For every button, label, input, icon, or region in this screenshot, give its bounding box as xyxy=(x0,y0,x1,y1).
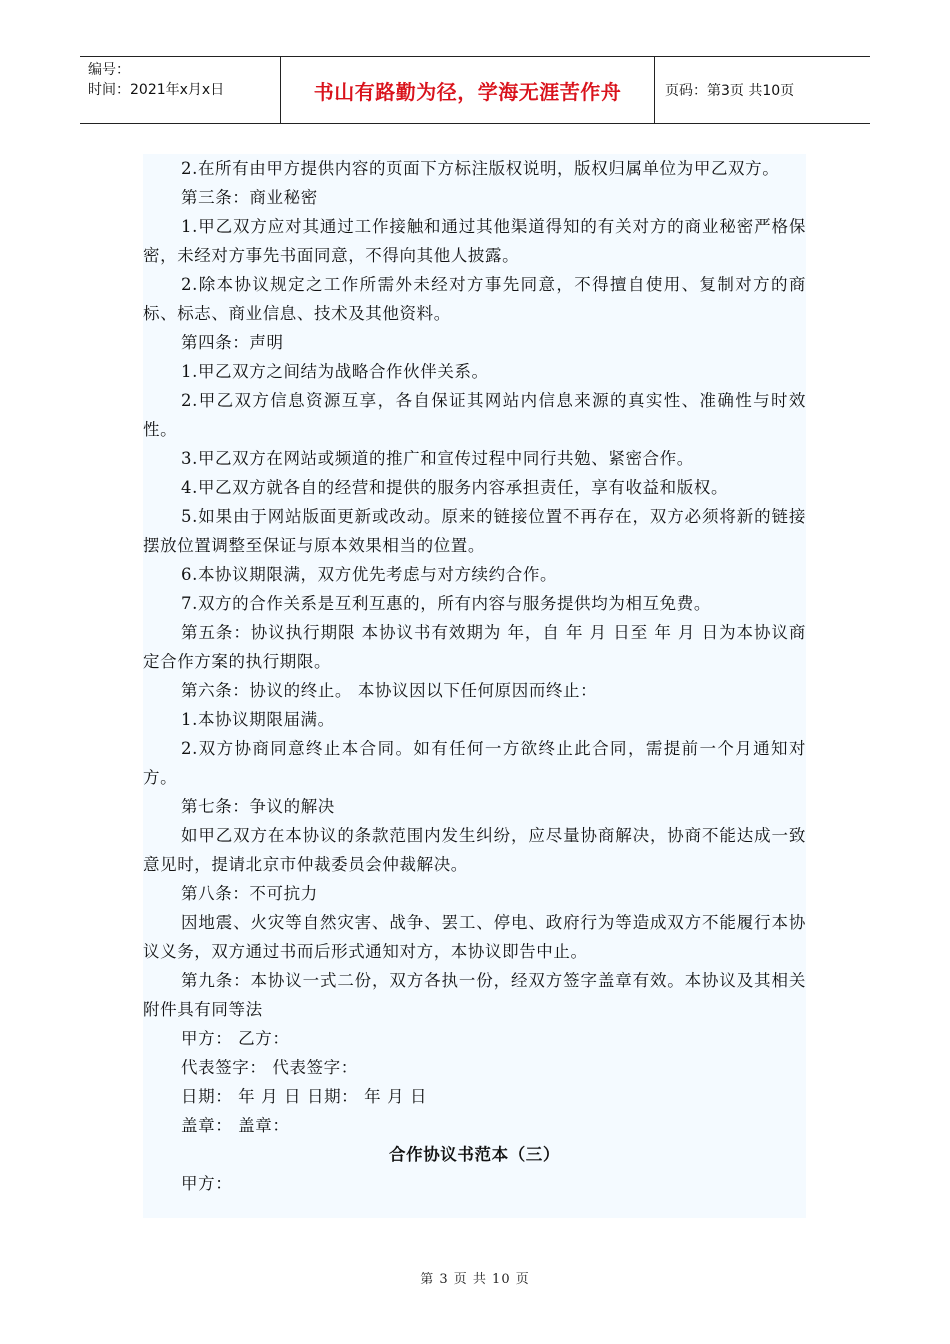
paragraph: 3.甲乙双方在网站或频道的推广和宣传过程中同行共勉、紧密合作。 xyxy=(181,449,694,468)
paragraph: 7.双方的合作关系是互利互惠的，所有内容与服务提供均为相互免费。 xyxy=(181,594,711,613)
signature-line-date: 日期： 年 月 日 日期： 年 月 日 xyxy=(181,1087,428,1106)
paragraph: 1.甲乙双方之间结为战略合作伙伴关系。 xyxy=(181,362,489,381)
paragraph: 1.甲乙双方应对其通过工作接触和通过其他渠道得知的有关对方的商业秘密严格保密，未经对方事先书面同意，不得向其他人披露。 xyxy=(143,217,806,265)
header-motto: 书山有路勤为径，学海无涯苦作舟 xyxy=(281,57,655,123)
paragraph: 1.本协议期限届满。 xyxy=(181,710,335,729)
article-heading: 第三条：商业秘密 xyxy=(181,188,318,207)
article-heading: 第五条：协议执行期限 本协议书有效期为 年，自 年 月 日至 年 月 日为本协议商定合作方案的执行期限。 xyxy=(143,623,806,671)
section-title: 合作协议书范本（三） xyxy=(389,1145,560,1164)
document-number-label: 编号： xyxy=(88,62,130,78)
header-meta xyxy=(80,57,281,123)
signature-line-seal: 盖章： 盖章： xyxy=(181,1116,290,1135)
party-a-line: 甲方： xyxy=(181,1174,233,1193)
paragraph: 5.如果由于网站版面更新或改动。原来的链接位置不再存在，双方必须将新的链接摆放位置调整至保证与原本效果相当的位置。 xyxy=(143,507,806,555)
article-heading: 第七条：争议的解决 xyxy=(181,797,335,816)
page-footer: 第 3 页 共 10 页 xyxy=(420,1272,530,1287)
article-heading: 第六条：协议的终止。 本协议因以下任何原因而终止： xyxy=(181,681,598,700)
article-heading: 第九条：本协议一式二份，双方各执一份，经双方签字盖章有效。本协议及其相关附件具有同等法 xyxy=(143,971,806,1019)
page-header xyxy=(80,56,870,124)
paragraph: 6.本协议期限满，双方优先考虑与对方续约合作。 xyxy=(181,565,558,584)
paragraph: 2.在所有由甲方提供内容的页面下方标注版权说明，版权归属单位为甲乙双方。 xyxy=(181,159,780,178)
article-heading: 第四条：声明 xyxy=(181,333,284,352)
signature-line-representative: 代表签字： 代表签字： xyxy=(181,1058,358,1077)
signature-line-party: 甲方： 乙方： xyxy=(181,1029,290,1048)
paragraph: 2.除本协议规定之工作所需外未经对方事先同意，不得擅自使用、复制对方的商标、标志、商业信息、技术及其他资料。 xyxy=(143,275,806,323)
document-date: 时间：2021年x月x日 xyxy=(88,82,225,98)
document-body xyxy=(143,154,806,1218)
paragraph: 2.双方协商同意终止本合同。如有任何一方欲终止此合同，需提前一个月通知对方。 xyxy=(143,739,806,787)
paragraph: 如甲乙双方在本协议的条款范围内发生纠纷，应尽量协商解决，协商不能达成一致意见时，提请北京市仲裁委员会仲裁解决。 xyxy=(143,826,806,874)
paragraph: 4.甲乙双方就各自的经营和提供的服务内容承担责任，享有收益和版权。 xyxy=(181,478,729,497)
header-page-info: 页码：第3页 共10页 xyxy=(665,83,795,99)
paragraph: 2.甲乙双方信息资源互享，各自保证其网站内信息来源的真实性、准确性与时效性。 xyxy=(143,391,806,439)
article-heading: 第八条：不可抗力 xyxy=(181,884,318,903)
paragraph: 因地震、火灾等自然灾害、战争、罢工、停电、政府行为等造成双方不能履行本协议义务，双方通过书而后形式通知对方，本协议即告中止。 xyxy=(143,913,806,961)
